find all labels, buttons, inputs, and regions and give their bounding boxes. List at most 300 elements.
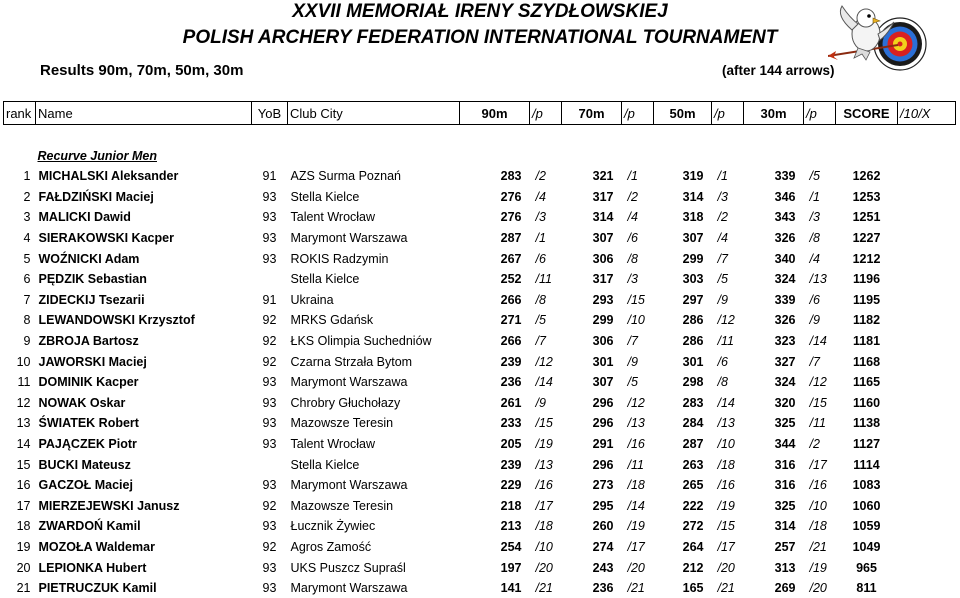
place-70m: /6 bbox=[627, 231, 638, 246]
score-90m: 197 bbox=[500, 560, 522, 575]
club-city: ROKIS Radzymin bbox=[290, 251, 389, 266]
table-row bbox=[4, 496, 956, 517]
score-50m: 265 bbox=[682, 478, 704, 493]
total-score: 1165 bbox=[852, 375, 881, 390]
place-90m: /18 bbox=[535, 519, 553, 534]
birth-year: 93 bbox=[262, 210, 277, 225]
athlete-name: LEWANDOWSKI Krzysztof bbox=[38, 313, 195, 328]
col-score: SCORE bbox=[836, 102, 898, 125]
score-30m: 324 bbox=[774, 375, 796, 390]
club-city: Stella Kielce bbox=[290, 457, 360, 472]
place-90m: /5 bbox=[535, 313, 546, 328]
total-score: 1227 bbox=[852, 231, 881, 246]
club-city: ŁKS Olimpia Suchedniów bbox=[290, 334, 432, 349]
score-30m: 323 bbox=[774, 334, 796, 349]
rank-cell: 17 bbox=[16, 498, 31, 513]
birth-year: 91 bbox=[262, 169, 277, 184]
score-30m: 327 bbox=[774, 354, 796, 369]
place-50m: /3 bbox=[717, 189, 728, 204]
score-90m: 218 bbox=[500, 498, 522, 513]
place-50m: /13 bbox=[717, 416, 735, 431]
score-70m: 291 bbox=[592, 437, 614, 452]
rank-cell: 1 bbox=[23, 169, 31, 184]
rank-cell: 19 bbox=[16, 539, 31, 554]
athlete-name: ZBROJA Bartosz bbox=[38, 334, 139, 349]
score-70m: 295 bbox=[592, 498, 614, 513]
tens-x-cell bbox=[898, 475, 956, 496]
place-30m: /14 bbox=[809, 334, 827, 349]
place-90m: /6 bbox=[535, 251, 546, 266]
score-50m: 284 bbox=[682, 416, 704, 431]
score-50m: 301 bbox=[682, 354, 704, 369]
col-tens-x: /10/X bbox=[898, 102, 956, 125]
place-30m: /20 bbox=[809, 581, 827, 596]
place-70m: /9 bbox=[627, 354, 638, 369]
tens-x-cell bbox=[898, 454, 956, 475]
place-30m: /19 bbox=[809, 560, 827, 575]
place-90m: /4 bbox=[535, 189, 546, 204]
place-30m: /18 bbox=[809, 519, 827, 534]
place-70m: /8 bbox=[627, 251, 638, 266]
category-title: Recurve Junior Men bbox=[37, 148, 157, 163]
score-70m: 243 bbox=[592, 560, 614, 575]
birth-year: 91 bbox=[262, 292, 277, 307]
results-table bbox=[3, 101, 956, 598]
score-70m: 299 bbox=[592, 313, 614, 328]
tournament-subtitle: POLISH ARCHERY FEDERATION INTERNATIONAL TOURNAMENT bbox=[182, 27, 778, 48]
rank-cell: 4 bbox=[23, 231, 31, 246]
table-row bbox=[4, 557, 956, 578]
club-city: Mazowsze Teresin bbox=[290, 416, 394, 431]
athlete-name: DOMINIK Kacper bbox=[38, 375, 139, 390]
score-50m: 299 bbox=[682, 251, 704, 266]
place-90m: /3 bbox=[535, 210, 546, 225]
place-90m: /19 bbox=[535, 437, 553, 452]
place-30m: /7 bbox=[809, 354, 820, 369]
rank-cell: 8 bbox=[23, 313, 31, 328]
archery-eagle-logo-icon bbox=[828, 4, 928, 82]
score-90m: 283 bbox=[500, 169, 522, 184]
athlete-name: MALICKI Dawid bbox=[38, 210, 131, 225]
tens-x-cell bbox=[898, 331, 956, 352]
place-70m: /3 bbox=[627, 272, 638, 287]
score-90m: 261 bbox=[500, 395, 522, 410]
club-city: AZS Surma Poznań bbox=[290, 169, 401, 184]
club-city: Talent Wrocław bbox=[290, 210, 376, 225]
athlete-name: MOZOŁA Waldemar bbox=[38, 539, 155, 554]
tens-x-cell bbox=[898, 228, 956, 249]
score-30m: 340 bbox=[774, 251, 796, 266]
birth-year: 93 bbox=[262, 478, 277, 493]
rank-cell: 21 bbox=[16, 581, 31, 596]
score-70m: 321 bbox=[592, 169, 614, 184]
total-score: 1195 bbox=[852, 292, 881, 307]
score-30m: 269 bbox=[774, 581, 796, 596]
club-city: Agros Zamość bbox=[290, 539, 372, 554]
place-90m: /2 bbox=[535, 169, 546, 184]
place-90m: /20 bbox=[535, 560, 553, 575]
table-row bbox=[4, 331, 956, 352]
col-70m: 70m bbox=[562, 102, 622, 125]
place-50m: /15 bbox=[717, 519, 735, 534]
score-90m: 213 bbox=[500, 519, 522, 534]
place-50m: /14 bbox=[717, 395, 735, 410]
table-row bbox=[4, 228, 956, 249]
tens-x-cell bbox=[898, 372, 956, 393]
score-90m: 229 bbox=[500, 478, 522, 493]
rank-cell: 2 bbox=[23, 189, 31, 204]
club-city: Talent Wrocław bbox=[290, 437, 376, 452]
place-70m: /19 bbox=[627, 519, 645, 534]
tens-x-cell bbox=[898, 557, 956, 578]
birth-year: 93 bbox=[262, 437, 277, 452]
athlete-name: JAWORSKI Maciej bbox=[38, 354, 147, 369]
total-score: 811 bbox=[856, 581, 877, 596]
athlete-name: NOWAK Oskar bbox=[38, 395, 126, 410]
score-90m: 276 bbox=[500, 189, 522, 204]
place-30m: /1 bbox=[809, 189, 820, 204]
score-50m: 286 bbox=[682, 313, 704, 328]
athlete-name: FAŁDZIŃSKI Maciej bbox=[38, 189, 154, 204]
place-30m: /4 bbox=[809, 251, 820, 266]
tournament-title: XXVII MEMORIAŁ IRENY SZYDŁOWSKIEJ bbox=[292, 1, 668, 22]
athlete-name: SIERAKOWSKI Kacper bbox=[38, 231, 174, 246]
athlete-name: PAJĄCZEK Piotr bbox=[38, 437, 137, 452]
score-90m: 267 bbox=[500, 251, 522, 266]
col-90m: 90m bbox=[460, 102, 530, 125]
tens-x-cell bbox=[898, 351, 956, 372]
birth-year: 92 bbox=[262, 539, 277, 554]
table-row bbox=[4, 537, 956, 558]
col-rank: rank bbox=[4, 102, 36, 125]
place-90m: /14 bbox=[535, 375, 553, 390]
score-50m: 212 bbox=[682, 560, 704, 575]
place-70m: /5 bbox=[627, 375, 638, 390]
place-50m: /11 bbox=[717, 334, 734, 349]
place-50m: /9 bbox=[717, 292, 728, 307]
score-90m: 141 bbox=[500, 581, 522, 596]
place-70m: /21 bbox=[627, 581, 645, 596]
place-30m: /5 bbox=[809, 169, 820, 184]
score-30m: 346 bbox=[774, 189, 796, 204]
score-30m: 314 bbox=[774, 519, 796, 534]
score-50m: 307 bbox=[682, 231, 704, 246]
table-row bbox=[4, 372, 956, 393]
total-score: 1160 bbox=[852, 395, 881, 410]
tens-x-cell bbox=[898, 310, 956, 331]
tens-x-cell bbox=[898, 434, 956, 455]
place-50m: /18 bbox=[717, 457, 735, 472]
club-city: Stella Kielce bbox=[290, 189, 360, 204]
place-70m: /20 bbox=[627, 560, 645, 575]
score-50m: 286 bbox=[682, 334, 704, 349]
rank-cell: 3 bbox=[23, 210, 31, 225]
birth-year: 93 bbox=[262, 560, 277, 575]
place-70m: /14 bbox=[627, 498, 645, 513]
place-70m: /2 bbox=[627, 189, 638, 204]
place-70m: /7 bbox=[627, 334, 638, 349]
table-row bbox=[4, 578, 956, 598]
score-90m: 239 bbox=[500, 354, 522, 369]
score-30m: 339 bbox=[774, 169, 796, 184]
place-50m: /21 bbox=[717, 581, 735, 596]
club-city: Łucznik Żywiec bbox=[290, 519, 376, 534]
tens-x-cell bbox=[898, 248, 956, 269]
place-70m: /10 bbox=[627, 313, 645, 328]
score-70m: 273 bbox=[592, 478, 614, 493]
place-50m: /10 bbox=[717, 437, 735, 452]
birth-year: 93 bbox=[262, 395, 277, 410]
score-70m: 296 bbox=[592, 395, 614, 410]
athlete-name: MIERZEJEWSKI Janusz bbox=[38, 498, 180, 513]
tens-x-cell bbox=[898, 496, 956, 517]
club-city: Stella Kielce bbox=[290, 272, 360, 287]
score-30m: 339 bbox=[774, 292, 796, 307]
score-70m: 301 bbox=[592, 354, 614, 369]
score-30m: 316 bbox=[774, 478, 796, 493]
rank-cell: 16 bbox=[16, 478, 31, 493]
birth-year: 92 bbox=[262, 498, 277, 513]
club-city: Marymont Warszawa bbox=[290, 581, 408, 596]
score-50m: 165 bbox=[682, 581, 704, 596]
table-row bbox=[4, 207, 956, 228]
club-city: MRKS Gdańsk bbox=[290, 313, 374, 328]
score-30m: 326 bbox=[774, 231, 796, 246]
place-30m: /17 bbox=[809, 457, 827, 472]
place-70m: /13 bbox=[627, 416, 645, 431]
tens-x-cell bbox=[898, 413, 956, 434]
place-70m: /15 bbox=[627, 292, 645, 307]
place-50m: /12 bbox=[717, 313, 735, 328]
place-70m: /16 bbox=[627, 437, 645, 452]
place-30m: /11 bbox=[809, 416, 826, 431]
birth-year: 92 bbox=[262, 334, 277, 349]
score-30m: 326 bbox=[774, 313, 796, 328]
club-city: Chrobry Głuchołazy bbox=[290, 395, 401, 410]
rank-cell: 6 bbox=[23, 272, 31, 287]
place-90m: /12 bbox=[535, 354, 553, 369]
tens-x-cell bbox=[898, 166, 956, 187]
score-90m: 271 bbox=[500, 313, 522, 328]
place-50m: /20 bbox=[717, 560, 735, 575]
score-30m: 257 bbox=[774, 539, 796, 554]
category-row bbox=[4, 145, 956, 166]
score-90m: 266 bbox=[500, 292, 522, 307]
tens-x-cell bbox=[898, 516, 956, 537]
col-70m-place: /p bbox=[622, 102, 654, 125]
place-50m: /2 bbox=[717, 210, 728, 225]
score-50m: 314 bbox=[682, 189, 704, 204]
score-70m: 307 bbox=[592, 231, 614, 246]
birth-year bbox=[252, 454, 288, 475]
score-30m: 320 bbox=[774, 395, 796, 410]
birth-year: 92 bbox=[262, 354, 277, 369]
col-30m-place: /p bbox=[804, 102, 836, 125]
birth-year: 92 bbox=[262, 313, 277, 328]
score-50m: 319 bbox=[682, 169, 704, 184]
score-50m: 303 bbox=[682, 272, 704, 287]
place-50m: /6 bbox=[717, 354, 728, 369]
score-70m: 317 bbox=[592, 189, 614, 204]
total-score: 1212 bbox=[852, 251, 881, 266]
place-90m: /16 bbox=[535, 478, 553, 493]
total-score: 1168 bbox=[852, 354, 881, 369]
club-city: Czarna Strzała Bytom bbox=[290, 354, 413, 369]
place-70m: /11 bbox=[627, 457, 644, 472]
place-50m: /16 bbox=[717, 478, 735, 493]
total-score: 1083 bbox=[852, 478, 881, 493]
place-90m: /8 bbox=[535, 292, 546, 307]
athlete-name: MICHALSKI Aleksander bbox=[38, 169, 179, 184]
rank-cell: 5 bbox=[23, 251, 31, 266]
place-70m: /17 bbox=[627, 539, 645, 554]
total-score: 1059 bbox=[852, 519, 881, 534]
club-city: Marymont Warszawa bbox=[290, 231, 408, 246]
place-90m: /13 bbox=[535, 457, 553, 472]
place-30m: /15 bbox=[809, 395, 827, 410]
score-70m: 296 bbox=[592, 457, 614, 472]
place-90m: /7 bbox=[535, 334, 546, 349]
score-90m: 276 bbox=[500, 210, 522, 225]
score-50m: 222 bbox=[682, 498, 704, 513]
score-30m: 343 bbox=[774, 210, 796, 225]
birth-year: 93 bbox=[262, 581, 277, 596]
score-70m: 296 bbox=[592, 416, 614, 431]
score-90m: 252 bbox=[500, 272, 522, 287]
place-70m: /18 bbox=[627, 478, 645, 493]
birth-year bbox=[252, 269, 288, 290]
place-30m: /6 bbox=[809, 292, 820, 307]
tens-x-cell bbox=[898, 578, 956, 598]
rank-cell: 9 bbox=[23, 334, 31, 349]
table-row bbox=[4, 166, 956, 187]
total-score: 1253 bbox=[852, 189, 881, 204]
club-city: UKS Puszcz Supraśl bbox=[290, 560, 406, 575]
score-30m: 344 bbox=[774, 437, 796, 452]
table-row bbox=[4, 269, 956, 290]
rank-cell: 13 bbox=[16, 416, 31, 431]
tens-x-cell bbox=[898, 269, 956, 290]
place-70m: /4 bbox=[627, 210, 638, 225]
score-70m: 293 bbox=[592, 292, 614, 307]
rank-cell: 7 bbox=[23, 292, 31, 307]
table-row bbox=[4, 475, 956, 496]
score-70m: 306 bbox=[592, 334, 614, 349]
col-90m-place: /p bbox=[530, 102, 562, 125]
score-50m: 263 bbox=[682, 457, 704, 472]
tens-x-cell bbox=[898, 537, 956, 558]
table-row bbox=[4, 434, 956, 455]
table-row bbox=[4, 454, 956, 475]
place-30m: /13 bbox=[809, 272, 827, 287]
rank-cell: 12 bbox=[16, 395, 31, 410]
score-30m: 313 bbox=[774, 560, 796, 575]
table-row bbox=[4, 413, 956, 434]
tens-x-cell bbox=[898, 290, 956, 311]
total-score: 1127 bbox=[852, 437, 881, 452]
total-score: 1262 bbox=[852, 169, 881, 184]
results-label: Results 90m, 70m, 50m, 30m bbox=[40, 62, 244, 79]
club-city: Ukraina bbox=[290, 292, 334, 307]
total-score: 1181 bbox=[852, 334, 881, 349]
score-50m: 287 bbox=[682, 437, 704, 452]
total-score: 965 bbox=[856, 560, 877, 575]
total-score: 1114 bbox=[853, 457, 880, 472]
col-50m: 50m bbox=[654, 102, 712, 125]
score-30m: 325 bbox=[774, 416, 796, 431]
rank-cell: 15 bbox=[16, 457, 31, 472]
place-30m: /16 bbox=[809, 478, 827, 493]
tens-x-cell bbox=[898, 207, 956, 228]
athlete-name: WOŹNICKI Adam bbox=[38, 251, 140, 266]
col-yob: YoB bbox=[252, 102, 288, 125]
total-score: 1049 bbox=[852, 539, 881, 554]
score-90m: 266 bbox=[500, 334, 522, 349]
score-50m: 272 bbox=[682, 519, 704, 534]
score-90m: 233 bbox=[500, 416, 522, 431]
place-90m: /21 bbox=[535, 581, 553, 596]
place-30m: /3 bbox=[809, 210, 820, 225]
athlete-name: ZIDECKIJ Tsezarii bbox=[38, 292, 145, 307]
place-90m: /15 bbox=[535, 416, 553, 431]
rank-cell: 18 bbox=[16, 519, 31, 534]
club-city: Marymont Warszawa bbox=[290, 478, 408, 493]
score-90m: 287 bbox=[500, 231, 522, 246]
club-city: Marymont Warszawa bbox=[290, 375, 408, 390]
birth-year: 93 bbox=[262, 251, 277, 266]
score-90m: 236 bbox=[500, 375, 522, 390]
table-row bbox=[4, 351, 956, 372]
table-row bbox=[4, 393, 956, 414]
table-row bbox=[4, 516, 956, 537]
col-50m-place: /p bbox=[712, 102, 744, 125]
club-city: Mazowsze Teresin bbox=[290, 498, 394, 513]
athlete-name: BUCKI Mateusz bbox=[38, 457, 131, 472]
place-30m: /8 bbox=[809, 231, 820, 246]
tens-x-cell bbox=[898, 393, 956, 414]
birth-year: 93 bbox=[262, 231, 277, 246]
athlete-name: PĘDZIK Sebastian bbox=[38, 272, 147, 287]
birth-year: 93 bbox=[262, 416, 277, 431]
total-score: 1060 bbox=[852, 498, 881, 513]
score-50m: 283 bbox=[682, 395, 704, 410]
table-row bbox=[4, 290, 956, 311]
place-30m: /9 bbox=[809, 313, 820, 328]
athlete-name: GACZOŁ Maciej bbox=[38, 478, 133, 493]
place-30m: /10 bbox=[809, 498, 827, 513]
rank-cell: 11 bbox=[17, 375, 31, 390]
total-score: 1251 bbox=[852, 210, 881, 225]
athlete-name: ZWARDOŃ Kamil bbox=[38, 519, 141, 534]
place-50m: /7 bbox=[717, 251, 728, 266]
total-score: 1182 bbox=[852, 313, 881, 328]
score-70m: 307 bbox=[592, 375, 614, 390]
place-50m: /1 bbox=[717, 169, 728, 184]
score-50m: 298 bbox=[682, 375, 704, 390]
place-70m: /12 bbox=[627, 395, 645, 410]
birth-year: 93 bbox=[262, 519, 277, 534]
birth-year: 93 bbox=[262, 375, 277, 390]
score-30m: 316 bbox=[774, 457, 796, 472]
total-score: 1138 bbox=[852, 416, 881, 431]
place-50m: /5 bbox=[717, 272, 728, 287]
place-70m: /1 bbox=[627, 169, 638, 184]
score-90m: 254 bbox=[500, 539, 522, 554]
score-30m: 325 bbox=[774, 498, 796, 513]
place-50m: /17 bbox=[717, 539, 735, 554]
place-90m: /1 bbox=[535, 231, 546, 246]
place-90m: /17 bbox=[535, 498, 553, 513]
